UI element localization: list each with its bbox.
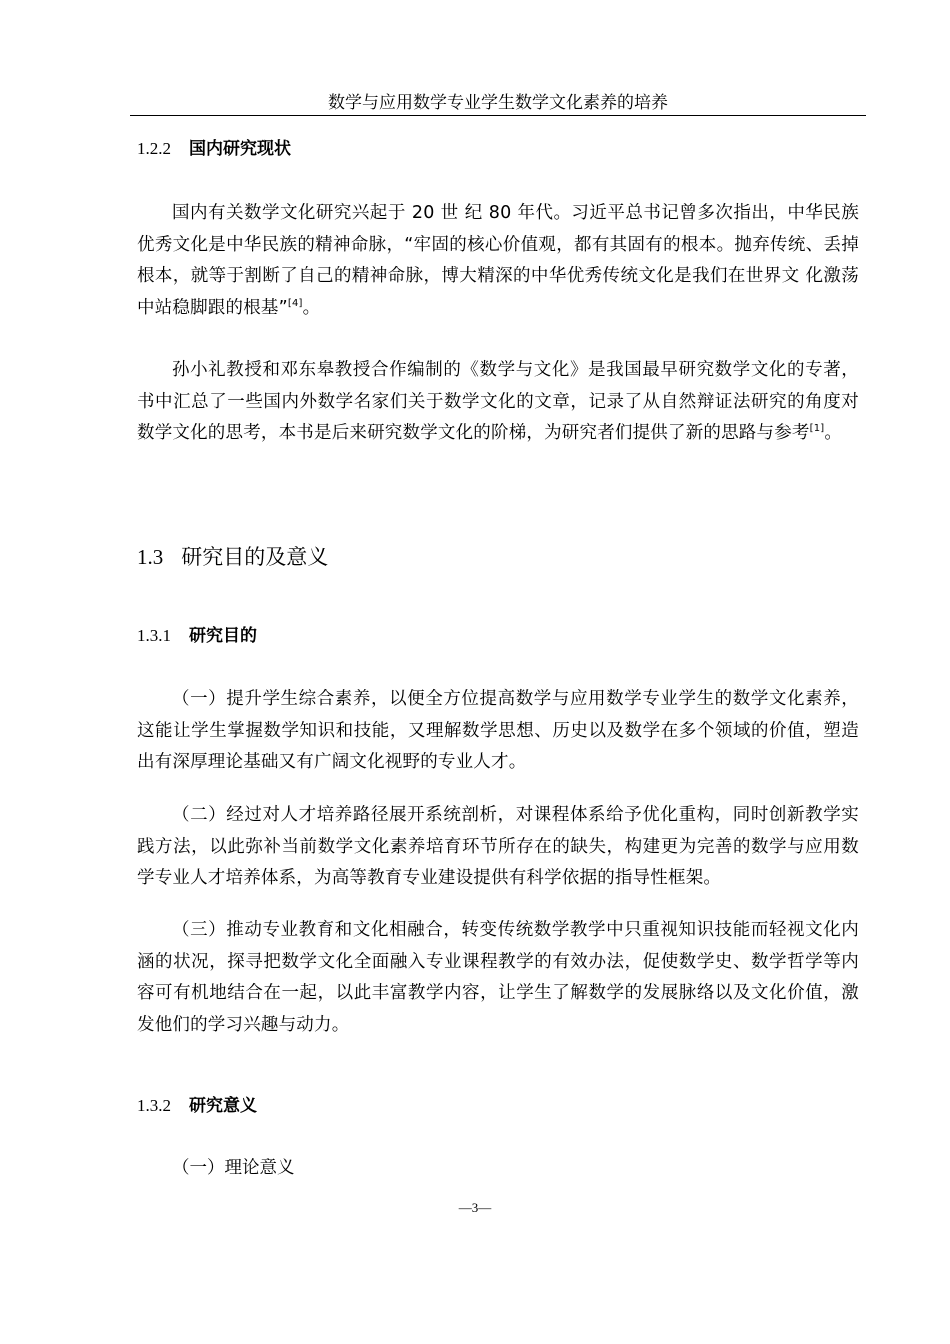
- paragraph-text: 孙小礼教授和邓东皋教授合作编制的《数学与文化》是我国最早研究数学文化的专著，书中汇总了一些国内外数学名家们关于数学文化的文章，记录了从自然辩证法研究的角度对数学文化的思考，本书是后来研究数学文化的阶梯，为研究者们提供了新的思路与参考: [137, 360, 859, 443]
- citation-ref: [1]: [809, 423, 825, 435]
- section-title: 研究意义: [189, 1096, 257, 1116]
- section-title: 国内研究现状: [189, 139, 291, 159]
- running-header: 数学与应用数学专业学生数学文化素养的培养: [328, 93, 668, 113]
- section-number: 1.3: [137, 545, 164, 569]
- paragraph-purpose-2: （二）经过对人才培养路径展开系统剖析，对课程体系给予优化重构，同时创新教学实践方法，以此弥补当前数学文化素养培育环节所存在的缺失，构建更为完善的数学与应用数学专业人才培养体系，为高等教育专业建设提供有科学依据的指导性框架。: [137, 805, 859, 888]
- paragraph-purpose-3: （三）推动专业教育和文化相融合，转变传统数学教学中只重视知识技能而轻视文化内涵的状况，探寻把数学文化全面融入专业课程教学的有效办法，促使数学史、数学哲学等内容可有机地结合在一起，以此丰富教学内容，让学生了解数学的发展脉络以及文化价值，激发他们的学习兴趣与动力。: [137, 920, 859, 1035]
- paragraph-end: 。: [824, 423, 843, 443]
- section-1-3-heading: [137, 543, 328, 571]
- header-rule: [130, 115, 866, 116]
- section-title: 研究目的及意义: [181, 545, 329, 569]
- section-1-2-2-heading: [137, 137, 291, 161]
- paragraph-math-and-culture-book: [137, 355, 859, 450]
- section-number: 1.2.2: [137, 139, 171, 158]
- section-1-3-2-heading: [137, 1094, 257, 1118]
- paragraph-end: 。: [302, 297, 321, 318]
- subheading-theoretical-significance: （一）理论意义: [172, 1158, 295, 1178]
- section-number: 1.3.1: [137, 626, 171, 645]
- section-number: 1.3.2: [137, 1096, 171, 1115]
- page-number: —3—: [458, 1200, 492, 1215]
- section-1-3-1-heading: [137, 624, 257, 648]
- section-title: 研究目的: [189, 626, 257, 646]
- citation-ref: [4]: [287, 297, 303, 309]
- paragraph-purpose-1: （一）提升学生综合素养，以便全方位提高数学与应用数学专业学生的数学文化素养，这能让学生掌握数学知识和技能，又理解数学思想、历史以及数学在多个领域的价值，塑造出有深厚理论基础又有广阔文化视野的专业人才。: [137, 689, 859, 772]
- paragraph-domestic-research: [137, 198, 859, 324]
- paragraph-text: 国内有关数学文化研究兴起于 20 世 纪 80 年代。习近平总书记曾多次指出，中华民族优秀文化是中华民族的精神命脉，“牢固的核心价值观，都有其固有的根本。抛弃传统、丢掉根本，就等于割断了自己的精神命脉，博大精深的中华优秀传统文化是我们在世界文 化激荡中站稳脚跟的根基”: [137, 203, 859, 318]
